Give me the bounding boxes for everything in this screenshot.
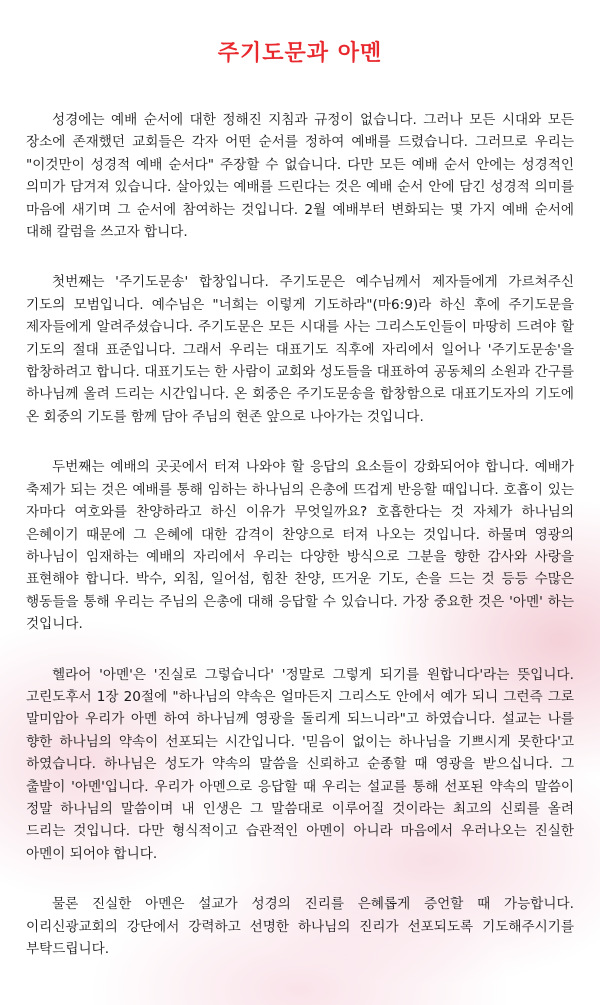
paragraph-lords-prayer: 첫번째는 '주기도문송' 합창입니다. 주기도문은 예수님께서 제자들에게 가르쳐주신 기도의 모범입니다. 예수님은 "너희는 이렇게 기도하라"(마6:9)라 하신 후에 주기도문을 제자들에게 알려주셨습니다. 주기도문은 모든 시대를 사는 그리스도인들이 마땅히 드려야 할 기도의 절대 표준입니다. 그래서 우리는 대표기도 직후에 자리에서 일어나 '주기도문송'을 합창하려고 합니다. 대표기도는 한 사람이 교회와 성도들을 대표하여 공동체의 소원과 간구를 하나님께 올려 드리는 시간입니다. 온 회중은 주기도문송을 합창함으로 대표기도자의 기도에 온 회중의 기도를 함께 담아 주님의 현존 앞으로 나아가는 것입니다. [26, 274, 574, 425]
paragraph-closing: 물론 진실한 아멘은 설교가 성경의 진리를 은혜롭게 증언할 때 가능합니다. 이리신광교회의 강단에서 강력하고 선명한 하나님의 진리가 선포되도록 기도해주시기를 부탁드립니다. [26, 896, 574, 957]
paragraph-response: 두번째는 예배의 곳곳에서 터져 나와야 할 응답의 요소들이 강화되어야 합니다. 예배가 축제가 되는 것은 예배를 통해 임하는 하나님의 은총에 뜨겁게 반응할 때입니다. 호흡이 있는 자마다 여호와를 찬양하라고 하신 이유가 무엇일까요? 호흡한다는 것 자체가 하나님의 은혜이기 때문에 그 은혜에 대한 감격이 찬양으로 터져 나오는 것입니다. 하물며 영광의 하나님이 임재하는 예배의 자리에서 우리는 다양한 방식으로 그분을 향한 감사와 사랑을 표현해야 합니다. 박수, 외침, 일어섬, 힘찬 찬양, 뜨거운 기도, 손을 드는 것 등등 수많은 행동들을 통해 우리는 주님의 은총에 대해 응답할 수 있습니다. 가장 중요한 것은 '아멘' 하는 것입니다. [26, 459, 574, 633]
paragraph-intro: 성경에는 예배 순서에 대한 정해진 지침과 규정이 없습니다. 그러나 모든 시대와 모든 장소에 존재했던 교회들은 각자 어떤 순서를 정하여 예배를 드렸습니다. 그러므로 우리는 "이것만이 성경적 예배 순서다" 주장할 수 없습니다. 다만 모든 예배 순서 안에는 성경적인 의미가 담겨져 있습니다. 살아있는 예배를 드린다는 것은 예배 순서 안에 담긴 성경적 의미를 마음에 새기며 그 순서에 참여하는 것입니다. 2월 예배부터 변화되는 몇 가지 예배 순서에 대해 칼럼을 쓰고자 합니다. [26, 112, 574, 241]
paragraph-amen-meaning: 헬라어 '아멘'은 '진실로 그렇습니다' '정말로 그렇게 되기를 원합니다'라는 뜻입니다. 고린도후서 1장 20절에 "하나님의 약속은 얼마든지 그리스도 안에서 예가 되니 그런즉 그로 말미암아 우리가 아멘 하여 하나님께 영광을 돌리게 되느니라"고 하였습니다. 설교는 나를 향한 하나님의 약속이 선포되는 시간입니다. '믿음이 없이는 하나님을 기쁘시게 못한다'고 하였습니다. 하나님은 성도가 약속의 말씀을 신뢰하고 순종할 때 영광을 받으십니다. 그 출발이 '아멘'입니다. 우리가 아멘으로 응답할 때 우리는 설교를 통해 선포된 약속의 말씀이 정말 하나님의 말씀이며 내 인생은 그 말씀대로 이루어질 것이라는 최고의 신뢰를 올려 드리는 것입니다. 다만 형식적이고 습관적인 아멘이 아니라 마음에서 우러나오는 진실한 아멘이 되어야 합니다. [26, 666, 574, 862]
page-title: 주기도문과 아멘 [217, 41, 383, 66]
